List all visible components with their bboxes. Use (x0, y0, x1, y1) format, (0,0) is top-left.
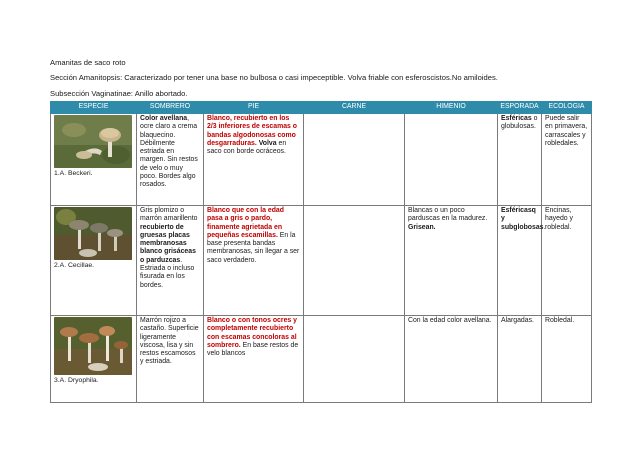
ecologia-cell: Puede salir en primavera, carrascales y robledales. (542, 114, 592, 206)
species-name: 1.A. Beckeri. (54, 170, 93, 177)
species-cell (51, 114, 137, 206)
subsection-description: Subsección Vaginatinae: Anillo abortado. (50, 89, 188, 98)
carne-cell (304, 206, 405, 316)
section-description: Sección Amanitopsis: Caracterizado por tener una base no bulbosa o casi impeceptible. Volva friable con esferoscistos.No amiloides. (50, 73, 498, 82)
esporada-cell: Esféricas o globulosas. (498, 114, 542, 206)
himenio-cell (405, 114, 498, 206)
mushroom-photo-icon (54, 317, 132, 375)
document-title: Amanitas de saco roto (50, 58, 126, 67)
column-header-carne: CARNE (304, 102, 405, 114)
mushroom-photo-icon (54, 207, 132, 260)
species-name: 2.A. Cecillae. (54, 262, 95, 269)
mushroom-photo-icon (54, 115, 132, 168)
column-header-sombrero: SOMBRERO (137, 102, 204, 114)
sombrero-cell: Gris plomizo o marrón amarillento recubierto de gruesas placas membranosas blanco grisáceas o parduzcas. Estriada o incluso fisurada en los bordes. (137, 206, 204, 316)
table-row (51, 114, 592, 206)
pie-cell: Blanco, recubierto en los 2/3 inferiores de escamas o bandas algodonosas como desgarraduras. Volva en saco con borde ocráceos. (204, 114, 304, 206)
sombrero-cell: Color avellana, ocre claro a crema blaquecino. Débilmente estriada en margen. Sin restos de velo o muy poco. Bordes algo rosados. (137, 114, 204, 206)
pie-cell: Blanco o con tonos ocres y completamente recubierto con escamas concoloras al sombrero. En base restos de velo blancos (204, 316, 304, 403)
mushroom-photo-beckeri (54, 115, 132, 168)
pie-cell: Blanco que con la edad pasa a gris o pardo, finamente agrietada en pequeñas escamillas. En la base presenta bandas membranosas, sin llegar a ser saco verdadero. (204, 206, 304, 316)
esporada-cell: Alargadas. (498, 316, 542, 403)
species-table (50, 101, 592, 403)
table-row (51, 316, 592, 403)
carne-cell (304, 316, 405, 403)
column-header-pie: PIE (204, 102, 304, 114)
species-cell (51, 316, 137, 403)
himenio-cell: Blancas o un poco parduscas en la madurez. Grisean. (405, 206, 498, 316)
ecologia-cell: Robledal. (542, 316, 592, 403)
column-header-himenio: HIMENIO (405, 102, 498, 114)
esporada-cell: Esféricasq y subglobosas. (498, 206, 542, 316)
column-header-esporada: ESPORADA (498, 102, 542, 114)
species-name: 3.A. Dryophila. (54, 377, 99, 384)
table-row (51, 206, 592, 316)
table-header-row (51, 102, 592, 114)
ecologia-cell: Encinas, hayedo y robledal. (542, 206, 592, 316)
mushroom-photo-dryophila (54, 317, 132, 375)
mushroom-photo-cecillae (54, 207, 132, 260)
himenio-cell: Con la edad color avellana. (405, 316, 498, 403)
carne-cell (304, 114, 405, 206)
column-header-ecologia: ECOLOGIA (542, 102, 592, 114)
column-header-especie: ESPECIE (51, 102, 137, 114)
species-cell (51, 206, 137, 316)
sombrero-cell: Marrón rojizo a castaño. Superficie ligeramente viscosa, lisa y sin restos escamosos y estriada. (137, 316, 204, 403)
